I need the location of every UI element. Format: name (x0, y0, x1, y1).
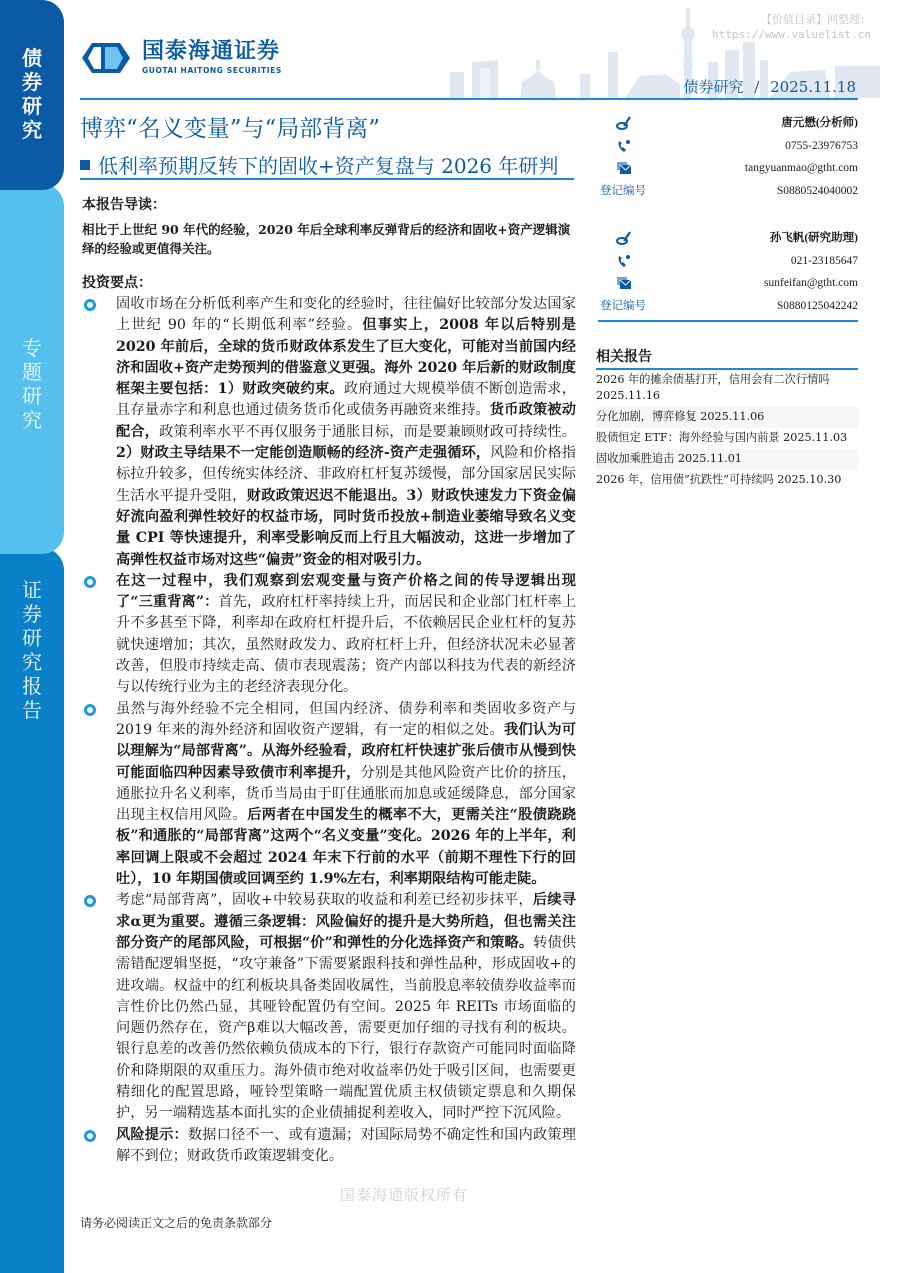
registration-label: 登记编号 (600, 299, 646, 312)
watermark-line: 【价值目录】网整理： (760, 13, 871, 26)
related-report-item[interactable]: 分化加剧，博弈修复 2025.11.06 (596, 407, 858, 428)
phone-icon (616, 139, 632, 153)
sidebar-tab-label: 债券研究 (22, 46, 42, 142)
key-point-item (82, 699, 576, 891)
guide-body: 相比于上世纪 90 年代的经验，2020 年后全球利率反弹背后的经济和固收+资产逻辑演绎的经验或更值得关注。 (82, 222, 571, 256)
analyst-card (600, 227, 858, 317)
sidebar-tab-label: 证券研究报告 (22, 578, 42, 722)
report-subtitle (80, 150, 558, 179)
analyst-divider (598, 320, 858, 322)
key-points-list (82, 294, 576, 1167)
related-reports-heading: 相关报告 (596, 349, 652, 365)
report-category: 债券研究 (683, 78, 744, 96)
key-point-emphasis: 但事实上，2008 年以后特别是 2020 年前后，全球的货币财政体系发生了巨大变化，可能对当前国内经济和固收+资产走势预判的借鉴意义更强。海外 2020 年后新的财政制度框架主要包括：1）财政突破约束。 (116, 317, 576, 398)
company-logo (80, 40, 282, 75)
sidebar-tab-special-research (0, 184, 64, 554)
key-point-text: 转债供需错配逻辑坚挺，“攻守兼备”下需要紧跟科技和弹性品种，形成固收+的进攻端。权益中的红利板块具备类固收属性，当前股息率较债券收益率而言性价比仍然凸显，其哑铃配置仍有空间。2025 年 REITs 市场面临的问题仍然存在，资产β难以大幅改善，需要更加仔细的寻找有利的板块。银行息差的改善仍然依赖负债成本的下行，银行存款资产可能同时面临降价和降期限的双重压力。海外债市绝对收益率仍处于吸引区间，也需要更精细化的配置思路，哑铃型策略一端配置优质主权债锁定票息和久期保护，另一端精选基本面扎实的企业债捕捉利差收入，同时严控下沉风险。 (116, 934, 576, 1122)
phone-icon (616, 254, 632, 268)
analyst-email[interactable]: tangyuanmao@gtht.com (744, 162, 858, 174)
key-point-emphasis: 风险提示： (116, 1126, 188, 1143)
registration-label: 登记编号 (600, 184, 646, 197)
analyst-card (600, 112, 858, 202)
sidebar-tab-label: 专题研究 (22, 336, 42, 432)
key-point-text: 首先，政府杠杆率持续上升，而居民和企业部门杠杆率上升不多甚至下降，利率却在政府杠杆提升后，不依赖居民企业杠杆的复苏就快速增加；其次，虽然财政发力、政府杠杆上升，但经济状况未必显著改善，但股市持续走高、债市表现震荡；资产内部以科技为代表的新经济与以传统行业为主的老经济表现分化。 (116, 594, 576, 696)
pen-icon (616, 116, 632, 130)
email-icon (616, 161, 632, 175)
sidebar-tab-securities-report (0, 548, 64, 1273)
copyright-watermark: 国泰海通版权所有 (340, 1186, 469, 1204)
watermark-source (712, 12, 871, 42)
analyst-name: 孙飞帆(研究助理) (769, 232, 858, 244)
key-points-heading: 投资要点： (82, 275, 152, 291)
guide-heading: 本报告导读： (82, 197, 166, 213)
key-point-emphasis: 货币政策被动配合， (116, 402, 576, 440)
report-subtitle-text: 低利率预期反转下的固收+资产复盘与 2026 年研判 (98, 154, 559, 178)
key-point-emphasis: 在这一过程中，我们观察到宏观变量与资产价格之间的传导逻辑出现了“三重背离”： (116, 572, 576, 611)
key-point-emphasis: 财政政策迟迟不能退出。3）财政快速发力下资金偏好流向盈利弹性较好的权益市场，同时货币投放+制造业萎缩导致名义变量 CPI 等快速提升，利率受影响反而上行且大幅波动，这进一步增加了高弹性权益市场对这些“偏责”资金的相对吸引力。 (116, 487, 576, 568)
disclaimer-note: 请务必阅读正文之后的免责条款部分 (80, 1216, 273, 1230)
circle-bullet-icon (84, 576, 96, 588)
circle-bullet-icon (84, 704, 96, 716)
watermark-url: https://www.valuelist.cn (712, 28, 871, 41)
circle-bullet-icon (84, 299, 96, 311)
separator: / (754, 78, 760, 96)
analyst-name: 唐元懋(分析师) (781, 117, 858, 129)
key-point-emphasis: 后两者在中国发生的概率不大，更需关注“股债跷跷板”和通胀的“局部背离”这两个“名义变量”变化。2026 年的上半年，利率回调上限或不会超过 2024 年末下行前的水平（前期不理性下行的回吐），10 年期国债或回调至约 1.9%左右，利率期限结构可能走陡。 (116, 807, 576, 888)
email-icon (616, 276, 632, 290)
key-point-item (82, 1125, 576, 1168)
logo-name-cn: 国泰海通证券 (142, 39, 281, 64)
logo-mark-icon (80, 41, 132, 75)
key-point-text: 数据口径不一、或有遗漏；对国际局势不确定性和国内政策理解不到位；财政货币政策逻辑变化。 (116, 1126, 576, 1164)
header-divider (80, 98, 858, 100)
logo-name-en: GUOTAI HAITONG SECURITIES (142, 66, 282, 75)
related-report-item[interactable]: 股债恒定 ETF：海外经验与国内前景 2025.11.03 (596, 431, 848, 444)
pen-icon (616, 231, 632, 245)
report-date: 2025.11.18 (770, 78, 856, 96)
analyst-phone: 021-23185647 (790, 254, 858, 267)
key-point-text: 风险和价格指标拉升较多，但传统实体经济、非政府杠杆复苏缓慢，部分国家居民实际生活水平提升受阻， (116, 445, 576, 504)
analyst-phone: 0755-23976753 (785, 139, 858, 152)
key-point-text: 考虑“局部背离”，固收+中较易获取的收益和利差已经初步抹平， (116, 892, 533, 909)
registration-number: S0880125042242 (776, 299, 858, 312)
registration-number: S0880524040002 (776, 184, 858, 197)
key-point-text: 固收市场在分析低利率产生和变化的经验时，往往偏好比较部分发达国家上世纪 90 年的“长期低利率”经验。 (116, 296, 576, 334)
key-point-text: 分别是其他风险资产比价的挤压，通胀拉升名义利率，货币当局由于盯住通胀而加息或延缓降息，部分国家出现主权信用风险。 (116, 764, 576, 824)
key-point-text: 虽然与海外经验不完全相同，但国内经济、债券利率和类固收多资产与 2019 年来的海外经济和固收资产逻辑，有一定的相似之处。 (116, 700, 576, 738)
key-point-emphasis: 我们认为可以理解为“局部背离”。从海外经验看，政府杠杆快速扩张后债市从慢到快可能面临四种因素导致债市利率提升， (116, 721, 576, 781)
title-divider (80, 178, 574, 180)
key-point-text: 政府通过大规模举债不断创造需求，且存量赤字和利息也通过债务货币化或债务再融资来维持。 (116, 381, 576, 419)
square-bullet-icon (80, 160, 90, 170)
key-point-emphasis: 后续寻求α更为重要。遵循三条逻辑：风险偏好的提升是大势所趋，但也需关注部分资产的尾部风险，可根据“价”和弹性的分化选择资产和策略。 (116, 892, 576, 951)
circle-bullet-icon (84, 1130, 96, 1142)
key-point-text: 政策利率水平不再仅服务于通胀目标，而是要兼顾财政可持续性。 (159, 423, 576, 440)
key-point-item (82, 890, 576, 1124)
related-report-item[interactable]: 2026 年的摊余债基打开，信用会有二次行情吗 2025.11.16 (596, 373, 830, 402)
related-report-item[interactable]: 2026 年，信用债“抗跌性”可持续吗 2025.10.30 (596, 473, 842, 486)
analyst-email[interactable]: sunfeifan@gtht.com (764, 277, 858, 289)
circle-bullet-icon (84, 895, 96, 907)
header-meta (683, 76, 856, 97)
report-title: 博弈“名义变量”与“局部背离” (80, 116, 381, 142)
key-point-item (82, 571, 576, 699)
sidebar-tab-bond-research (0, 0, 64, 190)
related-report-item[interactable]: 固收加乘胜追击 2025.11.01 (596, 449, 858, 470)
related-reports-list (596, 370, 858, 491)
key-point-emphasis: 2）财政主导结果不一定能创造顺畅的经济-资产走强循环， (116, 445, 491, 462)
key-point-item (82, 294, 576, 571)
